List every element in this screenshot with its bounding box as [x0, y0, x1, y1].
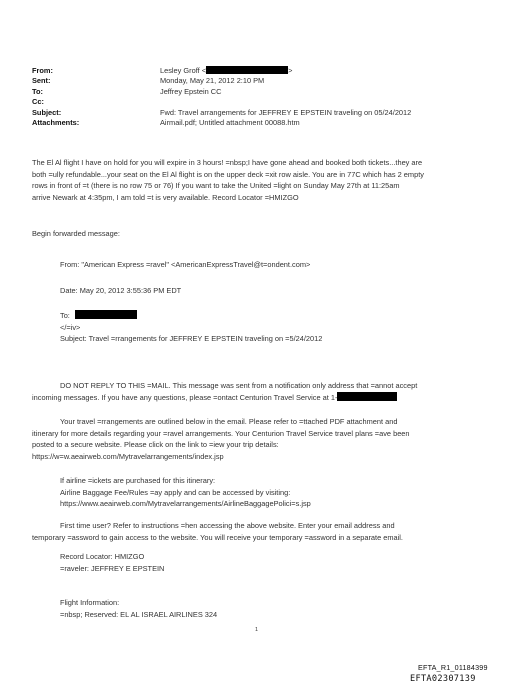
- attachments-value: Airmail.pdf; Untitled attachment 00088.htm: [160, 117, 300, 127]
- header-attachments-row: [32, 118, 411, 128]
- forwarded-date: Date: May 20, 2012 3:55:36 PM EDT: [60, 286, 182, 295]
- header-subject-row: [32, 108, 411, 118]
- text-line: The El Al flight I have on hold for you will expire in 3 hours! =nbsp;I have gone ahead and booked both tickets...they are: [32, 158, 423, 167]
- cc-label: Cc:: [32, 97, 44, 107]
- header-from-row: [32, 66, 411, 76]
- subject-value: Fwd: Travel arrangements for JEFFREY E EPSTEIN traveling on 05/24/2012: [160, 107, 412, 117]
- flight-info-title: Flight Information:: [60, 598, 120, 607]
- text-line: posted to a secure website. Please click on the link to =iew your trip details:: [32, 440, 279, 450]
- to-value: Jeffrey Epstein CC: [160, 86, 222, 96]
- text-line: [32, 392, 417, 404]
- traveler-name: =raveler: JEFFREY E EPSTEIN: [60, 563, 165, 573]
- forwarded-to: [60, 310, 137, 322]
- text-line: Airline Baggage Fee/Rules =ay apply and can be accessed by visiting:: [60, 487, 291, 497]
- forwarded-to-label: To:: [60, 311, 70, 320]
- redaction-box: [206, 66, 288, 74]
- forwarded-from: From: "American Express =ravel" <AmericanExpressTravel@t=ondent.com>: [60, 260, 311, 269]
- header-sent-row: [32, 76, 411, 86]
- from-name: Lesley Groff <: [160, 66, 207, 75]
- email-header: [32, 66, 411, 128]
- from-value: [160, 66, 292, 76]
- record-locator: Record Locator: HMIZGO: [60, 552, 145, 561]
- arrangements-paragraph: [32, 416, 410, 462]
- begin-forwarded-label: Begin forwarded message:: [32, 229, 120, 238]
- flight-info-line: =nbsp; Reserved: EL AL ISRAEL AIRLINES 324: [60, 609, 218, 619]
- redaction-box: [75, 310, 137, 319]
- header-to-row: [32, 87, 411, 97]
- text-span: incoming messages. If you have any questions, please =ontact Centurion Travel Service at 1-: [32, 392, 338, 402]
- text-line: rows in front of =t (there is no row 75 or 76) If you want to take the United =light on Sunday May 27th at 11:25am: [32, 181, 400, 191]
- text-line: https://w=w.aeairweb.com/Mytravelarrangements/index.jsp: [32, 451, 224, 461]
- bates-number-small: EFTA_R1_01184399: [418, 663, 488, 672]
- forwarded-subject: Subject: Travel =rrangements for JEFFREY E EPSTEIN traveling on =5/24/2012: [60, 334, 323, 343]
- redaction-box: [337, 392, 397, 401]
- text-line: both =ully refundable...your seat on the El Al flight is on the upper deck =xit row aisle. You are in 77C which has 2 empty: [32, 169, 424, 179]
- flight-information: [60, 597, 217, 620]
- bates-number-large: EFTA02307139: [410, 674, 476, 684]
- text-line: temporary =assword to gain access to the website. You will receive your temporary =assword in a separate email.: [32, 532, 403, 542]
- text-line: Your travel =rrangements are outlined below in the email. Please refer to =ttached PDF attachment and: [60, 417, 398, 426]
- header-cc-row: [32, 97, 411, 107]
- text-line: itinerary for more details regarding your =ravel arrangements. Your Centurion Travel Service travel plans =ave been: [32, 428, 410, 438]
- body-paragraph-1: [32, 157, 424, 203]
- noreply-paragraph: [32, 380, 417, 403]
- record-locator-block: [60, 551, 164, 574]
- from-close: >: [288, 66, 293, 75]
- first-time-paragraph: [32, 520, 403, 543]
- baggage-paragraph: [60, 475, 311, 510]
- forwarded-div-tag: </=iv>: [60, 323, 81, 332]
- text-line: First time user? Refer to instructions =hen accessing the above website. Enter your email address and: [60, 521, 395, 530]
- text-line: DO NOT REPLY TO THIS =MAIL. This message was sent from a notification only address that =annot accept: [60, 381, 418, 390]
- text-line: https://www.aeairweb.com/Mytravelarrangements/AirlineBaggagePolici=s.jsp: [60, 499, 311, 509]
- from-label: From:: [32, 66, 53, 75]
- sent-label: Sent:: [32, 76, 51, 86]
- page-number: 1: [255, 627, 259, 633]
- text-line: arrive Newark at 4:35pm, I am told =t is very available. Record Locator =HMIZGO: [32, 192, 299, 202]
- attachments-label: Attachments:: [32, 117, 80, 127]
- subject-label: Subject:: [32, 107, 62, 117]
- text-line: If airline =ickets are purchased for this itinerary:: [60, 476, 216, 485]
- to-label: To:: [32, 86, 43, 96]
- sent-value: Monday, May 21, 2012 2:10 PM: [160, 76, 265, 86]
